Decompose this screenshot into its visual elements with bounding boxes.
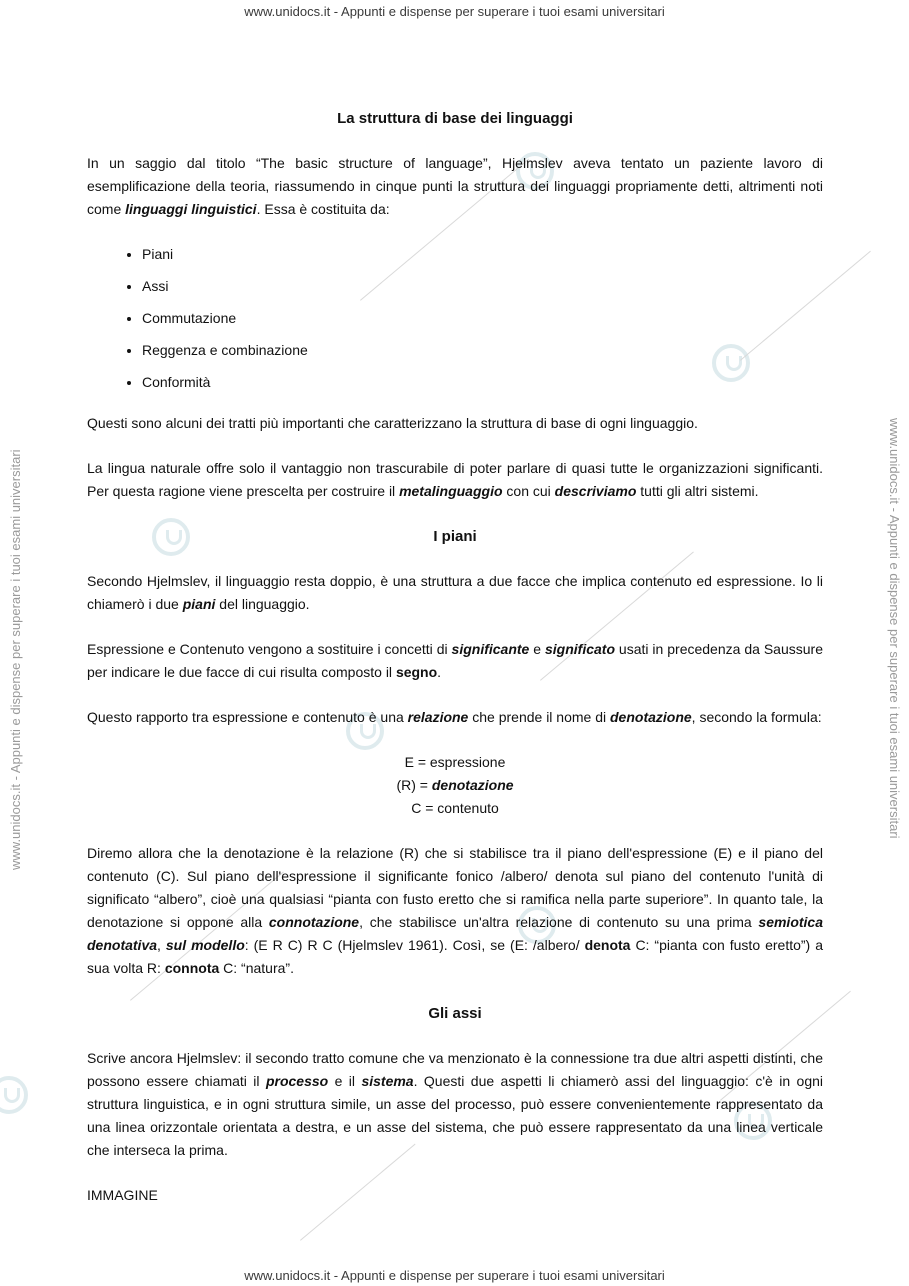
left-side-watermark: www.unidocs.it - Appunti e dispense per superare i tuoi esami universitari [8, 449, 23, 870]
list-item: • Commutazione [142, 307, 823, 330]
paragraph-relazione: Questo rapporto tra espressione e contenuto è una relazione che prende il nome di denotazione, secondo la formula: [87, 709, 822, 725]
formula-line: C = contenuto [411, 800, 499, 816]
formula-line: (R) = denotazione [396, 777, 514, 793]
page-title: La struttura di base dei linguaggi [337, 110, 573, 127]
formula-block [87, 751, 823, 820]
paragraph-espressione: Espressione e Contenuto vengono a sostituire i concetti di significante e significato usati in precedenza da Saussure per indicare le due facce di cui risulta composto il segno. [87, 641, 823, 680]
list-item: • Assi [142, 275, 823, 298]
list-item: • Piani [142, 243, 823, 266]
image-placeholder: IMMAGINE [87, 1187, 158, 1203]
paragraph-assi: Scrive ancora Hjelmslev: il secondo tratto comune che va menzionato è la connessione tra due altri aspetti distinti, che possono essere chiamati il processo e il sistema. Questi due aspetti li chiamerò assi del linguaggio: c'è in ogni struttura linguistica, e in ogni struttura simile, un asse del processo, può essere convenientemente rappresentato da una linea orizzontale orientata a destra, e un asse del sistema, che può essere rappresentato da una linea verticale che interseca la prima. [87, 1050, 823, 1158]
structure-list [87, 243, 823, 394]
header-watermark: www.unidocs.it - Appunti e dispense per superare i tuoi esami universitari [244, 4, 665, 19]
paragraph-traits: Questi sono alcuni dei tratti più importanti che caratterizzano la struttura di base di ogni linguaggio. [87, 415, 698, 431]
intro-paragraph: In un saggio dal titolo “The basic structure of language”, Hjelmslev aveva tentato un paziente lavoro di esemplificazione della teoria, riassumendo in cinque punti la struttura dei linguaggi propriamente detti, altrimenti noti come linguaggi linguistici. Essa è costituita da: [87, 155, 823, 217]
watermark-logo-icon [0, 1076, 28, 1114]
list-item: • Reggenza e combinazione [142, 339, 823, 362]
formula-line: E = espressione [404, 754, 506, 770]
section-heading-piani: I piani [433, 528, 477, 545]
paragraph-denotazione: Diremo allora che la denotazione è la relazione (R) che si stabilisce tra il piano dell'espressione (E) e il piano del contenuto (C). Sul piano dell'espressione il significante fonico /albero/ denota sul piano del contenuto l'unità di significato “albero”, cioè una qualsiasi “pianta con fusto eretto che si ramifica nella parte superiore”. In quanto tale, la denotazione si oppone alla connotazione, che stabilisce un'altra relazione di contenuto su una prima semiotica denotativa, sul modello: (E R C) R C (Hjelmslev 1961). Così, se (E: /albero/ denota C: “pianta con fusto eretto”) a sua volta R: connota C: “natura”. [87, 845, 823, 976]
paragraph-piani: Secondo Hjelmslev, il linguaggio resta doppio, è una struttura a due facce che implica contenuto ed espressione. Io li chiamerò i due piani del linguaggio. [87, 573, 823, 612]
right-side-watermark: www.unidocs.it - Appunti e dispense per superare i tuoi esami universitari [887, 418, 902, 839]
footer-watermark: www.unidocs.it - Appunti e dispense per superare i tuoi esami universitari [244, 1268, 665, 1283]
paragraph-metalanguage: La lingua naturale offre solo il vantaggio non trascurabile di poter parlare di quasi tutte le organizzazioni significanti. Per questa ragione viene prescelta per costruire il metalinguaggio con cui descriviamo tutti gli altri sistemi. [87, 460, 823, 499]
section-heading-assi: Gli assi [428, 1005, 482, 1022]
document-body [87, 107, 823, 1229]
list-item: • Conformità [142, 371, 823, 394]
